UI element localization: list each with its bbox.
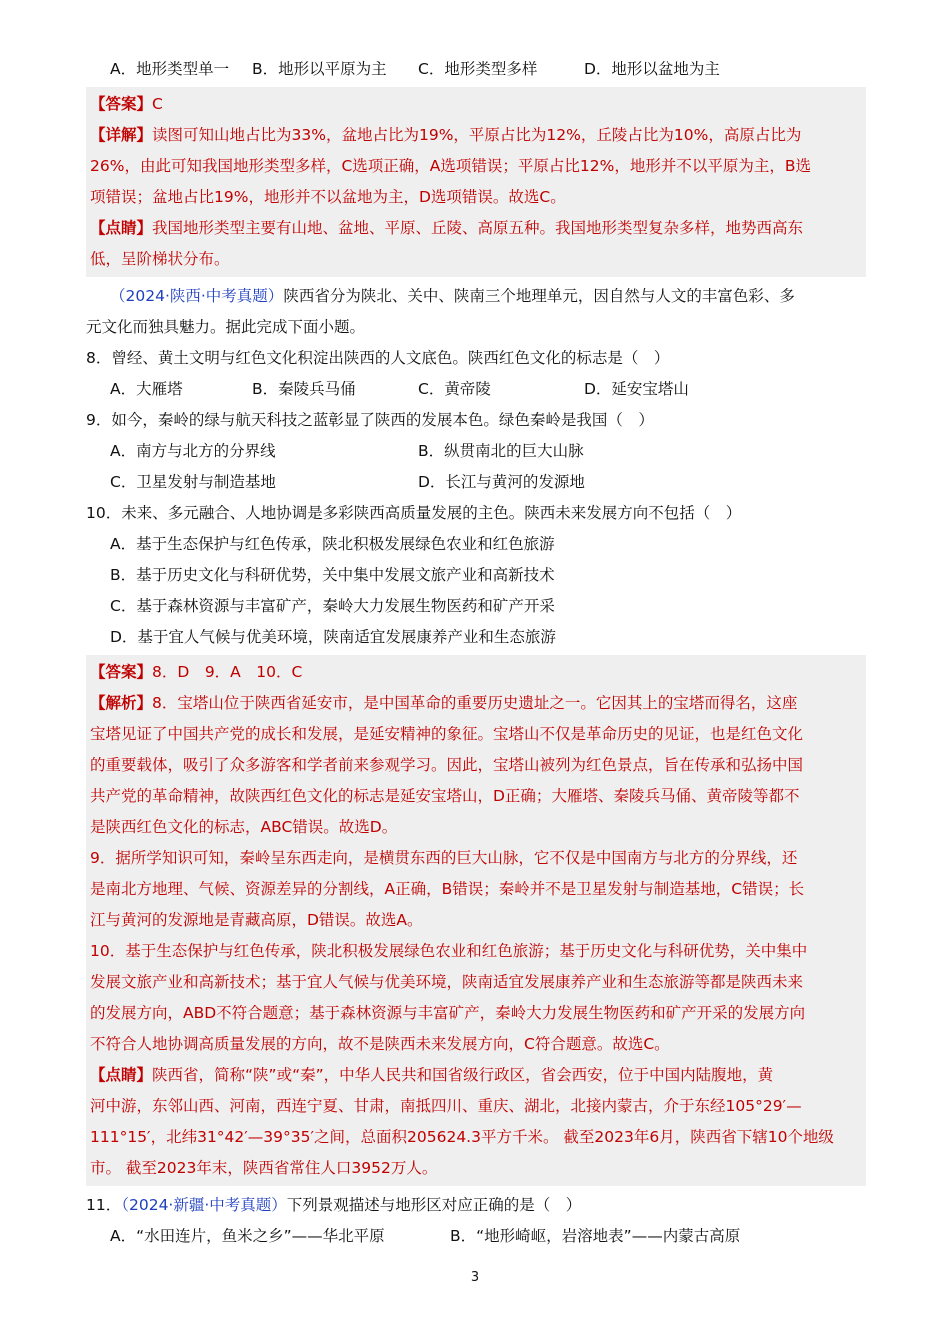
q8-options bbox=[86, 374, 866, 405]
q8-option-a: A．大雁塔 bbox=[110, 380, 183, 398]
analysis-9-line-3: 江与黄河的发源地是青藏高原，D错误。故选A。 bbox=[90, 911, 423, 929]
q8-option-b: B．秦陵兵马俑 bbox=[252, 380, 356, 398]
q10-option-a: A．基于生态保护与红色传承，陕北积极发展绿色农业和红色旅游 bbox=[110, 535, 555, 553]
q11-stem-line bbox=[86, 1190, 866, 1221]
analysis-10-line-2: 发展文旅产业和高新技术；基于宜人气候与优美环境，陕南适宜发展康养产业和生态旅游等都是陕西未来 bbox=[90, 973, 804, 991]
answer-box-q8-10 bbox=[86, 655, 866, 1186]
q11-options bbox=[86, 1221, 866, 1252]
tip-line-3: 111°15′，北纬31°42′—39°35′之间，总面积205624.3平方千米。 截至2023年6月，陕西省下辖10个地级 bbox=[90, 1128, 834, 1146]
detail-line-3: 项错误；盆地占比19%，地形并不以盆地为主，D选项错误。故选C。 bbox=[90, 188, 566, 206]
analysis-8-line-1: 8．宝塔山位于陕西省延安市，是中国革命的重要历史遗址之一。它因其上的宝塔而得名，这座 bbox=[152, 694, 798, 712]
q11-source: （2024·新疆·中考真题） bbox=[121, 1196, 287, 1214]
detail-line-2: 26%，由此可知我国地形类型多样，C选项正确，A选项错误；平原占比12%，地形并不以平原为主，B选 bbox=[90, 157, 811, 175]
answer-value: C bbox=[152, 95, 163, 113]
answer-tag: 【答案】 bbox=[90, 663, 153, 681]
q9-options-row-1 bbox=[86, 436, 866, 467]
q7-option-d: D．地形以盆地为主 bbox=[584, 60, 720, 78]
q10-option-d: D．基于宜人气候与优美环境，陕南适宜发展康养产业和生态旅游 bbox=[110, 628, 556, 646]
analysis-8-line-4: 共产党的革命精神，故陕西红色文化的标志是延安宝塔山，D正确；大雁塔、秦陵兵马俑、黄帝陵等都不 bbox=[90, 787, 800, 805]
q9-option-d: D．长江与黄河的发源地 bbox=[418, 473, 585, 491]
intro-text-2: 元文化而独具魅力。据此完成下面小题。 bbox=[86, 318, 366, 336]
tip-line-2: 低，呈阶梯状分布。 bbox=[90, 250, 230, 268]
tip-line-2: 河中游，东邻山西、河南，西连宁夏、甘肃，南抵四川、重庆、湖北，北接内蒙古，介于东经105°29′— bbox=[90, 1097, 802, 1115]
q10-option-b: B．基于历史文化与科研优势，关中集中发展文旅产业和高新技术 bbox=[110, 566, 555, 584]
q7-option-c: C．地形类型多样 bbox=[418, 60, 538, 78]
q11-stem: 下列景观描述与地形区对应正确的是（ ） bbox=[286, 1196, 582, 1214]
detail-tag: 【详解】 bbox=[90, 126, 153, 144]
analysis-8-line-3: 的重要载体，吸引了众多游客和学者前来参观学习。因此，宝塔山被列为红色景点，旨在传承和弘扬中国 bbox=[90, 756, 804, 774]
tip-tag: 【点睛】 bbox=[90, 1066, 153, 1084]
tip-tag: 【点睛】 bbox=[90, 219, 153, 237]
q11-number: 11． bbox=[86, 1196, 122, 1214]
q8-option-c: C．黄帝陵 bbox=[418, 380, 491, 398]
tip-line-4: 市。 截至2023年末，陕西省常住人口3952万人。 bbox=[90, 1159, 438, 1177]
q7-option-b: B．地形以平原为主 bbox=[252, 60, 387, 78]
q7-options bbox=[86, 54, 866, 85]
document-page bbox=[86, 54, 866, 1252]
analysis-tag: 【解析】 bbox=[90, 694, 153, 712]
page-number: 3 bbox=[470, 1270, 480, 1285]
intro-text-1: 陕西省分为陕北、关中、陕南三个地理单元，因自然与人文的丰富色彩、多 bbox=[283, 287, 795, 305]
analysis-10-line-3: 的发展方向，ABD不符合题意；基于森林资源与丰富矿产，秦岭大力发展生物医药和矿产开采的发展方向 bbox=[90, 1004, 806, 1022]
q8-stem: 8．曾经、黄土文明与红色文化积淀出陕西的人文底色。陕西红色文化的标志是（ ） bbox=[86, 349, 670, 367]
analysis-10-line-1: 10．基于生态保护与红色传承，陕北积极发展绿色农业和红色旅游；基于历史文化与科研优势，关中集中 bbox=[90, 942, 808, 960]
analysis-8-line-5: 是陕西红色文化的标志，ABC错误。故选D。 bbox=[90, 818, 398, 836]
tip-line-1: 我国地形类型主要有山地、盆地、平原、丘陵、高原五种。我国地形类型复杂多样，地势西高东 bbox=[152, 219, 804, 237]
q8-option-d: D．延安宝塔山 bbox=[584, 380, 689, 398]
tip-line-1: 陕西省，简称“陕”或“秦”，中华人民共和国省级行政区，省会西安，位于中国内陆腹地，黄 bbox=[152, 1066, 774, 1084]
q11-option-a: A．“水田连片，鱼米之乡”——华北平原 bbox=[110, 1227, 385, 1245]
q11-option-b: B．“地形崎岖，岩溶地表”——内蒙古高原 bbox=[450, 1227, 741, 1245]
q9-options-row-2 bbox=[86, 467, 866, 498]
q10-stem: 10．未来、多元融合、人地协调是多彩陕西高质量发展的主色。陕西未来发展方向不包括（ ） bbox=[86, 504, 742, 522]
analysis-9-line-1: 9．据所学知识可知，秦岭呈东西走向，是横贯东西的巨大山脉，它不仅是中国南方与北方的分界线，还 bbox=[90, 849, 798, 867]
analysis-10-line-4: 不符合人地协调高质量发展的方向，故不是陕西未来发展方向，C符合题意。故选C。 bbox=[90, 1035, 670, 1053]
answer-value: 8．D 9．A 10．C bbox=[152, 663, 303, 681]
q9-stem: 9．如今，秦岭的绿与航天科技之蓝彰显了陕西的发展本色。绿色秦岭是我国（ ） bbox=[86, 411, 654, 429]
q7-option-a: A．地形类型单一 bbox=[110, 60, 230, 78]
analysis-9-line-2: 是南北方地理、气候、资源差异的分割线，A正确，B错误；秦岭并不是卫星发射与制造基地，C错误；长 bbox=[90, 880, 805, 898]
q10-option-c: C．基于森林资源与丰富矿产，秦岭大力发展生物医药和矿产开采 bbox=[110, 597, 555, 615]
q9-option-c: C．卫星发射与制造基地 bbox=[110, 473, 276, 491]
q9-option-a: A．南方与北方的分界线 bbox=[110, 442, 276, 460]
answer-tag: 【答案】 bbox=[90, 95, 153, 113]
analysis-8-line-2: 宝塔见证了中国共产党的成长和发展，是延安精神的象征。宝塔山不仅是革命历史的见证，也是红色文化 bbox=[90, 725, 804, 743]
answer-box-q7 bbox=[86, 87, 866, 277]
group-intro bbox=[86, 281, 866, 343]
q9-option-b: B．纵贯南北的巨大山脉 bbox=[418, 442, 584, 460]
detail-line-1: 读图可知山地占比为33%，盆地占比为19%，平原占比为12%，丘陵占比为10%，高原占比为 bbox=[152, 126, 802, 144]
intro-source: （2024·陕西·中考真题） bbox=[110, 287, 284, 305]
